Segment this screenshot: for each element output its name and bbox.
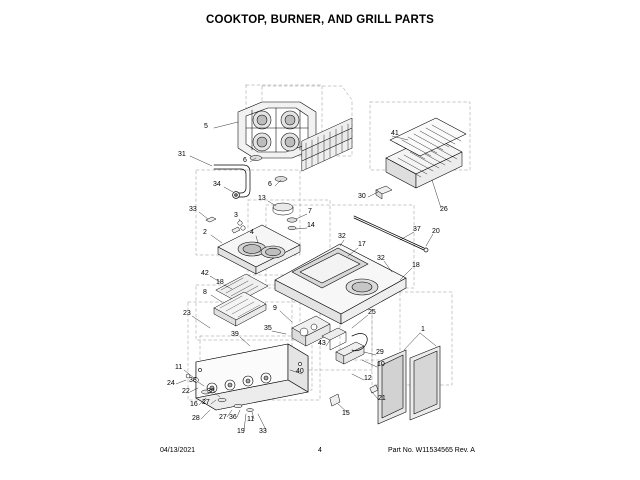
callout-24: 24: [167, 380, 175, 387]
callout-18-a: 18: [412, 262, 420, 269]
callout-5: 5: [204, 123, 208, 130]
callout-32-b: 32: [377, 255, 385, 262]
callout-11-b: 11: [247, 416, 255, 423]
callout-11-a: 11: [175, 364, 183, 371]
callout-31: 31: [178, 151, 186, 158]
page-footer: [0, 447, 640, 467]
callout-21: 21: [378, 395, 386, 402]
callout-22: 22: [182, 388, 190, 395]
footer-page-number: 4: [318, 447, 322, 454]
callout-15: 15: [342, 410, 350, 417]
callout-2: 2: [203, 229, 207, 236]
callout-33-b: 33: [259, 428, 267, 435]
callout-35: 35: [264, 325, 272, 332]
callout-39: 39: [231, 331, 239, 338]
callout-28: 28: [192, 415, 200, 422]
callout-38-a: 38: [189, 377, 197, 384]
callout-40: 40: [296, 368, 304, 375]
callout-3: 3: [234, 212, 238, 219]
callout-25: 25: [368, 309, 376, 316]
callout-27-b: 27: [219, 414, 227, 421]
callout-23: 23: [183, 310, 191, 317]
callout-4: 4: [250, 229, 254, 236]
callout-33-a: 33: [189, 206, 197, 213]
callout-34: 34: [213, 181, 221, 188]
footer-date: 04/13/2021: [160, 447, 196, 454]
callout-29: 29: [376, 349, 384, 356]
callout-14: 14: [307, 222, 315, 229]
callout-37: 37: [413, 226, 421, 233]
callout-30: 30: [358, 193, 366, 200]
callout-41: 41: [391, 130, 399, 137]
callout-43: 43: [318, 340, 326, 347]
page-title: COOKTOP, BURNER, AND GRILL PARTS: [205, 14, 435, 26]
parts-diagram: [0, 40, 640, 435]
callout-10: 10: [377, 361, 385, 368]
callout-16: 16: [190, 401, 198, 408]
callout-19: 19: [237, 428, 245, 435]
callout-8: 8: [203, 289, 207, 296]
callout-6-b: 6: [268, 181, 272, 188]
callout-6-a: 6: [243, 157, 247, 164]
callout-36: 36: [229, 414, 237, 421]
callout-7: 7: [308, 208, 312, 215]
callout-12: 12: [364, 375, 372, 382]
callout-17: 17: [358, 241, 366, 248]
callout-18-b: 18: [216, 279, 224, 286]
callout-9: 9: [273, 305, 277, 312]
footer-part-number: Part No. W11534565 Rev. A: [388, 447, 475, 454]
parts-diagram-svg: [0, 40, 640, 435]
callout-42: 42: [201, 270, 209, 277]
callout-20: 20: [432, 228, 440, 235]
callout-13: 13: [258, 195, 266, 202]
callout-32-a: 32: [338, 233, 346, 240]
callout-27-a: 27: [202, 399, 210, 406]
callout-1: 1: [421, 326, 425, 333]
callout-26: 26: [440, 206, 448, 213]
callout-38-b: 38: [207, 388, 215, 395]
